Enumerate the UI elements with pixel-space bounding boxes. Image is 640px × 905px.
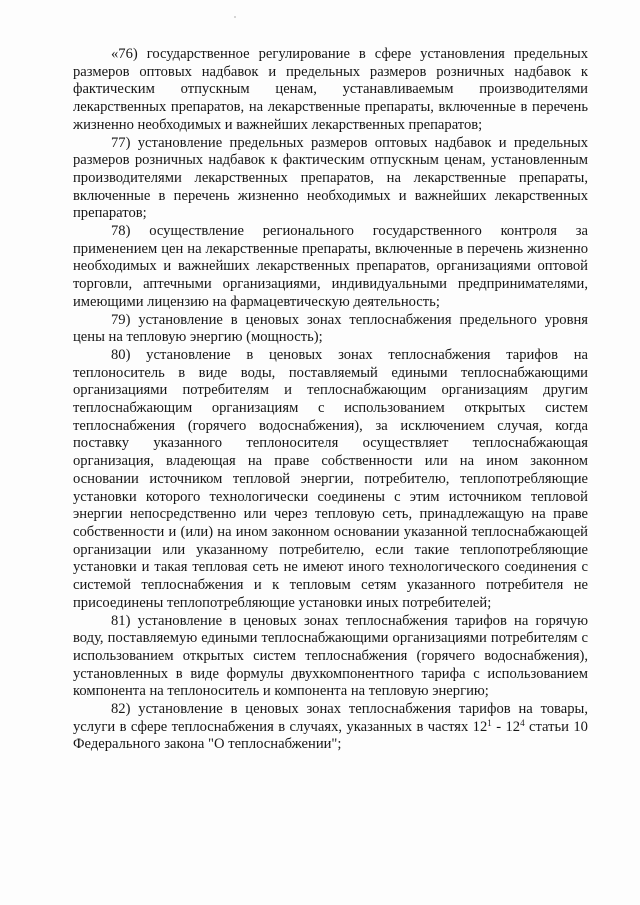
paragraph-81: 81) установление в ценовых зонах теплоснабжения тарифов на горячую воду, поставляемую едиными теплоснабжающими организациями потребителям с использованием открытых систем теплоснабжения (горячего водоснабжения), установленных в виде формулы двухкомпонентного тарифа с использованием компонента на теплоноситель и компонента на тепловую энергию; <box>73 612 588 700</box>
superscript-4: 4 <box>520 717 525 728</box>
paragraph-78: 78) осуществление регионального государственного контроля за применением цен на лекарственные препараты, включенные в перечень жизненно необходимых и важнейших лекарственных препаратов, организациями оптовой торговли, аптечными организациями, индивидуальными предпринимателями, имеющими лицензию на фармацевтическую деятельность; <box>73 223 588 310</box>
paragraph-77: 77) установление предельных размеров оптовых надбавок и предельных размеров розничных надбавок к фактическим отпускным ценам, установленным производителями лекарственных препаратов, на лекарственные препараты, включенные в перечень жизненно необходимых и важнейших лекарственных препаратов; <box>73 134 588 222</box>
paragraph-82-range: - 12 <box>491 718 521 735</box>
scan-speck <box>234 16 236 18</box>
paragraph-82-text: 82) установление в ценовых зонах теплоснабжения тарифов на товары, услуги в сфере теплоснабжения в случаях, указанных в частях 12 <box>73 701 588 735</box>
paragraph-82-tail: статьи 10 Федерального закона "О теплоснабжении"; <box>73 718 588 753</box>
paragraph-82 <box>73 701 588 754</box>
paragraph-76: «76) государственное регулирование в сфере установления предельных размеров оптовых надбавок и предельных размеров розничных надбавок к фактическим отпускным ценам, устанавливаемым производителями лекарственных препаратов, на лекарственные препараты, включенные в перечень жизненно необходимых и важнейших лекарственных препаратов; <box>73 46 588 133</box>
paragraph-79: 79) установление в ценовых зонах теплоснабжения предельного уровня цены на тепловую энергию (мощность); <box>73 311 588 346</box>
superscript-1: 1 <box>487 717 492 728</box>
paragraph-80: 80) установление в ценовых зонах теплоснабжения тарифов на теплоноситель в виде воды, поставляемый едиными теплоснабжающими организациями потребителям и теплоснабжающим организациям другим теплоснабжающим организациям с использованием открытых систем теплоснабжения (горячего водоснабжения), за исключением случая, когда поставку указанного теплоносителя осуществляет теплоснабжающая организация, владеющая на праве собственности или на ином законном основании источником тепловой энергии, потребителю, теплопотребляющие установки которого технологически соединены с этим источником тепловой энергии непосредственно или через тепловую сеть, принадлежащую на праве собственности и (или) на ином законном основании указанной теплоснабжающей организации или указанному потребителю, если такие теплопотребляющие установки и такая тепловая сеть не имеют иного технологического соединения с системой теплоснабжения и к тепловым сетям указанного потребителя не присоединены теплопотребляющие установки иных потребителей; <box>73 346 588 611</box>
